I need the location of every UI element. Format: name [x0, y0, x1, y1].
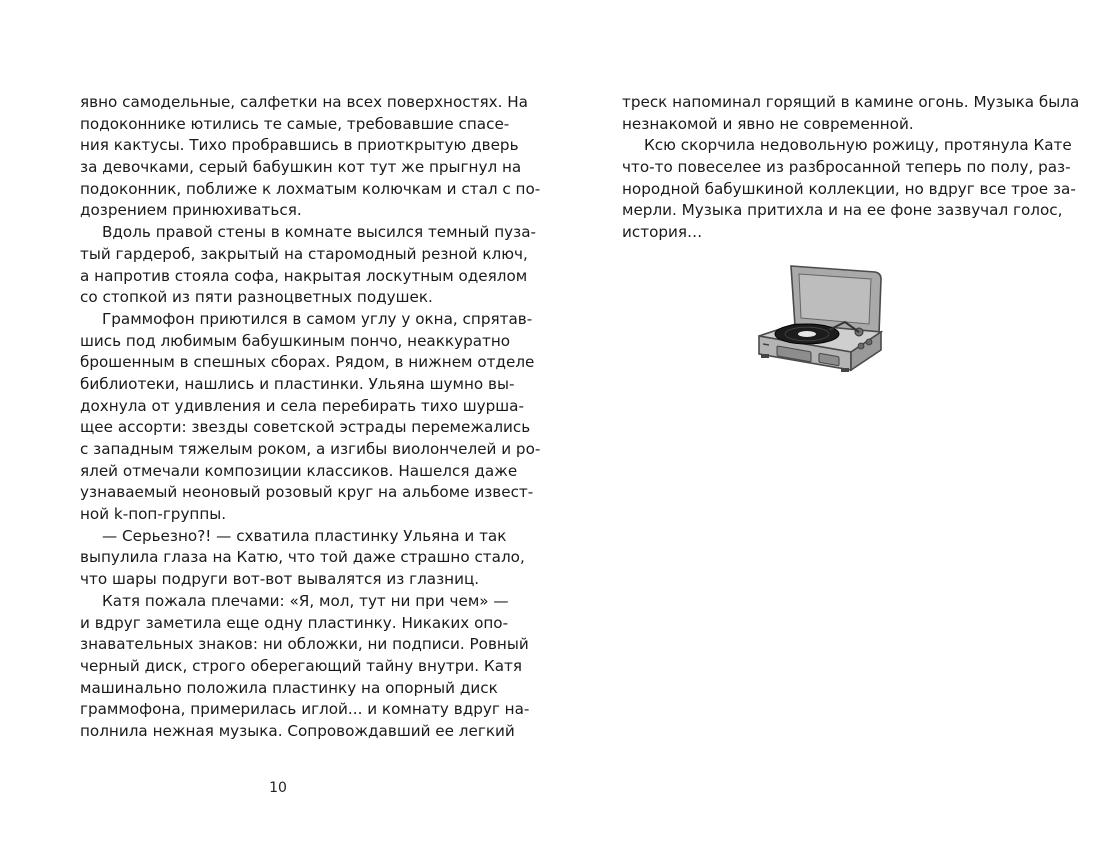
text-line: Катя пожала плечами: «Я, мол, тут ни при чем» —: [102, 591, 509, 610]
text-line: граммофона, примерилась иглой... и комнату вдруг на-: [80, 700, 530, 719]
text-line: машинально положила пластинку на опорный диск: [80, 678, 498, 697]
text-line: брошенным в спешных сборах. Рядом, в нижнем отделе: [80, 353, 535, 372]
text-line: ния кактусы. Тихо пробравшись в приоткрытую дверь: [80, 136, 519, 155]
text-line: за девочками, серый бабушкин кот тут же прыгнул на: [80, 158, 522, 177]
text-line: а напротив стояла софа, накрытая лоскутным одеялом: [80, 266, 528, 285]
text-line: Граммофон приютился в самом углу у окна, спрятав-: [102, 309, 533, 328]
text-line: треск напоминал горящий в камине огонь. Музыка была: [622, 93, 1080, 111]
text-line: что-то повеселее из разбросанной теперь по полу, раз-: [622, 158, 1071, 177]
text-line: история…: [622, 223, 703, 242]
text-line: щее ассорти: звезды советской эстрады перемежались: [80, 418, 531, 437]
text-line: тый гардероб, закрытый на старомодный резной ключ,: [80, 244, 528, 263]
text-line: дохнула от удивления и села перебирать тихо шурша-: [80, 396, 524, 415]
text-line: узнаваемый неоновый розовый круг на альбоме извест-: [80, 483, 534, 502]
text-line: подоконнике ютились те самые, требовавшие спасе-: [80, 114, 510, 133]
text-line: с западным тяжелым роком, а изгибы виолончелей и ро-: [80, 440, 541, 458]
text-line: библиотеки, нашлись и пластинки. Ульяна шумно вы-: [80, 374, 515, 393]
text-line: — Серьезно?! — схватила пластинку Ульяна и так: [102, 526, 507, 545]
text-line: явно самодельные, салфетки на всех поверхностях. На: [80, 93, 528, 111]
text-line: что шары подруги вот-вот вывалятся из глазниц.: [80, 570, 480, 589]
text-line: ной k-поп-группы.: [80, 505, 227, 524]
text-line: подоконник, поближе к лохматым колючкам и стал с по-: [80, 179, 541, 198]
text-line: Вдоль правой стены в комнате высился темный пуза-: [102, 223, 536, 242]
text-line: полнила нежная музыка. Сопровождавший ее легкий: [80, 721, 515, 740]
text-line: ялей отмечали композиции классиков. Нашелся даже: [80, 461, 518, 480]
left-page-text: [80, 92, 541, 743]
text-line: шись под любимым бабушкиным пончо, неаккуратно: [80, 331, 511, 350]
text-line: дозрением принюхиваться.: [80, 201, 302, 220]
text-line: со стопкой из пяти разноцветных подушек.: [80, 288, 433, 307]
text-line: и вдруг заметила еще одну пластинку. Никаких опо-: [80, 613, 509, 632]
text-line: мерли. Музыка притихла и на ее фоне зазвучал голос,: [622, 201, 1063, 220]
record-player-icon: [755, 262, 887, 378]
text-line: черный диск, строго оберегающий тайну внутри. Катя: [80, 656, 523, 675]
right-page-text: [622, 92, 1080, 244]
text-line: незнакомой и явно не современной.: [622, 114, 914, 133]
text-line: нородной бабушкиной коллекции, но вдруг все трое за-: [622, 179, 1076, 198]
page-number: 10: [269, 780, 287, 796]
text-line: выпулила глаза на Катю, что той даже страшно стало,: [80, 548, 525, 567]
text-line: Ксю скорчила недовольную рожицу, протянула Кате: [644, 136, 1072, 155]
text-line: знавательных знаков: ни обложки, ни подписи. Ровный: [80, 635, 529, 654]
right-page: [550, 0, 1100, 845]
